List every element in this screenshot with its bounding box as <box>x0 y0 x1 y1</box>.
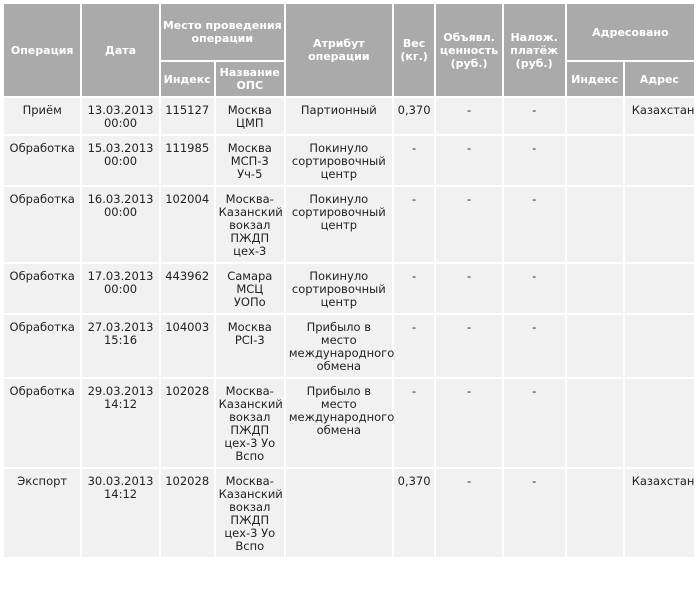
table-row <box>4 264 694 313</box>
cell-weight: 0,370 <box>394 469 435 557</box>
header-attribute: Атрибут операции <box>286 4 392 96</box>
cell-addr-address <box>625 379 694 467</box>
cell-weight: - <box>394 264 435 313</box>
cell-index: 111985 <box>161 136 214 185</box>
header-operation: Операция <box>4 4 80 96</box>
cell-operation: Обработка <box>4 379 80 467</box>
header-addr-index: Индекс <box>567 62 623 96</box>
header-place-name: Название ОПС <box>216 62 284 96</box>
cell-addr-address: Казахстан <box>625 469 694 557</box>
cell-office-name: Самара МСЦ УОПо <box>216 264 284 313</box>
cell-cod: - <box>504 379 565 467</box>
cell-date: 15.03.2013 00:00 <box>82 136 158 185</box>
cell-date: 29.03.2013 14:12 <box>82 379 158 467</box>
cell-attribute: Покинуло сортировочный центр <box>286 187 392 262</box>
cell-addr-index <box>567 264 623 313</box>
cell-addr-index <box>567 379 623 467</box>
cell-operation: Экспорт <box>4 469 80 557</box>
cell-weight: - <box>394 136 435 185</box>
header-cod: Налож. платёж (руб.) <box>504 4 565 96</box>
cell-declared-value: - <box>436 187 501 262</box>
cell-operation: Обработка <box>4 264 80 313</box>
cell-operation: Обработка <box>4 315 80 377</box>
cell-date: 17.03.2013 00:00 <box>82 264 158 313</box>
header-declared-value: Объявл. ценность (руб.) <box>436 4 501 96</box>
header-date: Дата <box>82 4 158 96</box>
cell-declared-value: - <box>436 98 501 134</box>
cell-attribute: Покинуло сортировочный центр <box>286 264 392 313</box>
cell-declared-value: - <box>436 264 501 313</box>
cell-operation: Приём <box>4 98 80 134</box>
cell-attribute <box>286 469 392 557</box>
cell-cod: - <box>504 469 565 557</box>
cell-date: 27.03.2013 15:16 <box>82 315 158 377</box>
table-row <box>4 315 694 377</box>
cell-index: 115127 <box>161 98 214 134</box>
header-place: Место проведения операции <box>161 4 284 60</box>
cell-weight: - <box>394 187 435 262</box>
header-addressed: Адресовано <box>567 4 694 60</box>
cell-attribute: Прибыло в место международного обмена <box>286 315 392 377</box>
cell-attribute: Прибыло в место международного обмена <box>286 379 392 467</box>
header-addr-address: Адрес <box>625 62 694 96</box>
cell-addr-address <box>625 264 694 313</box>
cell-cod: - <box>504 136 565 185</box>
cell-date: 16.03.2013 00:00 <box>82 187 158 262</box>
cell-cod: - <box>504 264 565 313</box>
cell-cod: - <box>504 98 565 134</box>
header-place-index: Индекс <box>161 62 214 96</box>
cell-office-name: Москва PCI-3 <box>216 315 284 377</box>
table-row <box>4 379 694 467</box>
cell-declared-value: - <box>436 469 501 557</box>
cell-office-name: Москва-Казанский вокзал ПЖДП цех-3 Уо Вспо <box>216 379 284 467</box>
cell-index: 102004 <box>161 187 214 262</box>
cell-addr-index <box>567 136 623 185</box>
cell-cod: - <box>504 315 565 377</box>
table-row <box>4 98 694 134</box>
cell-cod: - <box>504 187 565 262</box>
cell-addr-index <box>567 315 623 377</box>
table-row <box>4 136 694 185</box>
cell-declared-value: - <box>436 379 501 467</box>
table-row <box>4 469 694 557</box>
cell-attribute: Партионный <box>286 98 392 134</box>
table-row <box>4 187 694 262</box>
cell-date: 30.03.2013 14:12 <box>82 469 158 557</box>
cell-declared-value: - <box>436 136 501 185</box>
header-weight: Вес (кг.) <box>394 4 435 96</box>
cell-weight: 0,370 <box>394 98 435 134</box>
cell-addr-address <box>625 187 694 262</box>
cell-index: 443962 <box>161 264 214 313</box>
cell-attribute: Покинуло сортировочный центр <box>286 136 392 185</box>
cell-index: 102028 <box>161 379 214 467</box>
cell-operation: Обработка <box>4 187 80 262</box>
cell-addr-index <box>567 98 623 134</box>
cell-addr-index <box>567 469 623 557</box>
cell-addr-address: Казахстан <box>625 98 694 134</box>
cell-declared-value: - <box>436 315 501 377</box>
cell-addr-address <box>625 136 694 185</box>
tracking-table <box>2 2 696 559</box>
cell-index: 104003 <box>161 315 214 377</box>
cell-office-name: Москва-Казанский вокзал ПЖДП цех-3 Уо Вспо <box>216 469 284 557</box>
cell-weight: - <box>394 315 435 377</box>
cell-addr-address <box>625 315 694 377</box>
cell-office-name: Москва-Казанский вокзал ПЖДП цех-3 <box>216 187 284 262</box>
cell-weight: - <box>394 379 435 467</box>
cell-addr-index <box>567 187 623 262</box>
cell-operation: Обработка <box>4 136 80 185</box>
cell-office-name: Москва ЦМП <box>216 98 284 134</box>
cell-index: 102028 <box>161 469 214 557</box>
cell-office-name: Москва МСП-3 Уч-5 <box>216 136 284 185</box>
cell-date: 13.03.2013 00:00 <box>82 98 158 134</box>
